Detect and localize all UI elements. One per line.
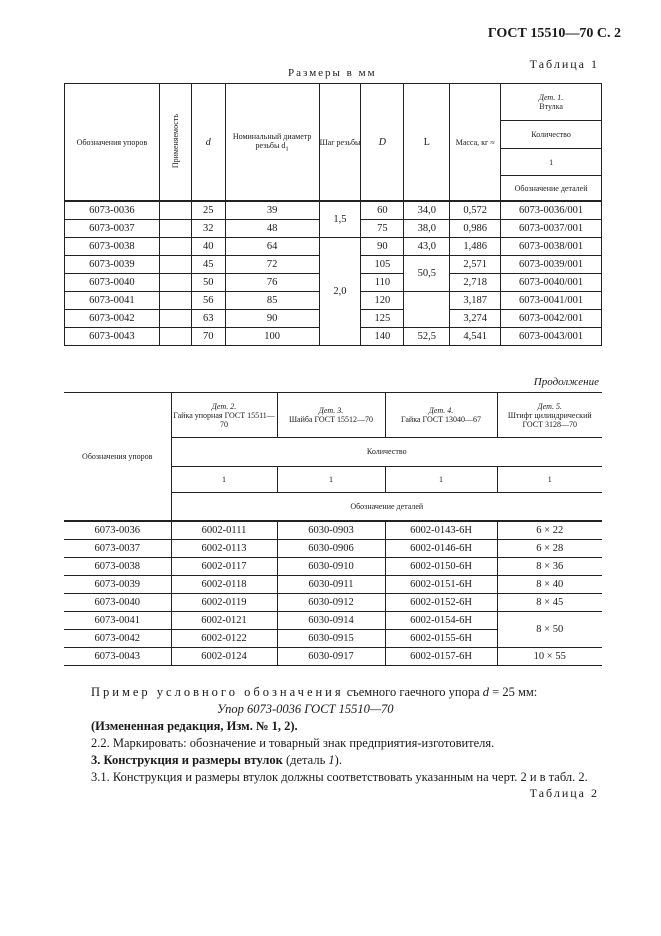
cell-app <box>159 292 191 310</box>
th-parts: Обозначение деталей <box>501 176 602 202</box>
cell-det2: 6002-0121 <box>171 612 277 630</box>
cell-des: 6073-0040 <box>64 594 171 612</box>
th-qty-val: 1 <box>501 149 602 176</box>
changed-note: (Измененная редакция, Изм. № 1, 2). <box>91 719 298 733</box>
cell-det4: 6002-0143-6H <box>385 521 497 540</box>
cell-pitch: 2,0 <box>319 238 361 346</box>
cell-d: 63 <box>191 310 225 328</box>
cell-part: 6073-0040/001 <box>501 274 602 292</box>
cell-D: 90 <box>361 238 404 256</box>
cell-part: 6073-0037/001 <box>501 220 602 238</box>
cell-L: 52,5 <box>404 328 450 346</box>
det1-name: Втулка <box>539 102 563 111</box>
cell-D: 140 <box>361 328 404 346</box>
th-mass: Масса, кг ≈ <box>450 84 501 202</box>
cell-d: 70 <box>191 328 225 346</box>
det2-name: Гайка упорная ГОСТ 15511—70 <box>173 410 275 429</box>
cell-det4: 6002-0154-6H <box>385 612 497 630</box>
cell-des: 6073-0040 <box>65 274 160 292</box>
cell-det3: 6030-0911 <box>277 576 385 594</box>
cell-nd: 76 <box>225 274 319 292</box>
th-D: D <box>361 84 404 202</box>
det4-label: Дет. 4. <box>428 406 454 416</box>
cell-app <box>159 238 191 256</box>
th-qty: Количество <box>171 438 602 466</box>
example-line <box>91 685 537 700</box>
cell-mass: 1,486 <box>450 238 501 256</box>
cell-det2: 6002-0122 <box>171 630 277 648</box>
cell-part: 6073-0042/001 <box>501 310 602 328</box>
cell-d: 50 <box>191 274 225 292</box>
cell-L: 34,0 <box>404 201 450 220</box>
th-designation: Обозначения упоров <box>65 84 160 202</box>
cell-det5: 8 × 36 <box>497 558 602 576</box>
cell-det4: 6002-0151-6H <box>385 576 497 594</box>
cell-des: 6073-0039 <box>65 256 160 274</box>
p3-num: 1 <box>328 753 335 767</box>
table-row <box>64 576 602 594</box>
cell-L: 43,0 <box>404 238 450 256</box>
cell-det3: 6030-0912 <box>277 594 385 612</box>
cell-mass: 3,274 <box>450 310 501 328</box>
th-L: L <box>404 84 450 202</box>
table-row <box>64 558 602 576</box>
cell-part: 6073-0036/001 <box>501 201 602 220</box>
cell-app <box>159 220 191 238</box>
cell-det2: 6002-0119 <box>171 594 277 612</box>
cell-des: 6073-0042 <box>65 310 160 328</box>
table-row <box>64 594 602 612</box>
th-parts: Обозначение деталей <box>171 492 602 521</box>
th-q: 1 <box>171 466 277 492</box>
th-det2 <box>171 393 277 438</box>
th-det4 <box>385 393 497 438</box>
cell-part: 6073-0043/001 <box>501 328 602 346</box>
det5-name: Штифт цилиндрический ГОСТ 3128—70 <box>507 410 592 429</box>
table-row <box>64 612 602 630</box>
example-eq: = 25 мм: <box>492 685 538 699</box>
th-d: d <box>191 84 225 202</box>
cell-des: 6073-0043 <box>64 648 171 666</box>
continuation-label: Продолжение <box>533 376 599 388</box>
cell-mass: 0,986 <box>450 220 501 238</box>
table-row <box>64 521 602 540</box>
cell-det3: 6030-0917 <box>277 648 385 666</box>
table1-units: Размеры в мм <box>288 67 377 79</box>
table-row <box>65 201 602 220</box>
cell-L: 50,5 <box>404 256 450 292</box>
cell-d: 25 <box>191 201 225 220</box>
p3-rest: (деталь <box>285 753 326 767</box>
det4-name: Гайка ГОСТ 13040—67 <box>400 415 482 425</box>
cell-D: 125 <box>361 310 404 328</box>
paragraph-3-1: 3.1. Конструкция и размеры втулок должны соответствовать указанным на черт. 2 и в табл. 2. <box>91 770 588 784</box>
cell-det3: 6030-0903 <box>277 521 385 540</box>
cell-D: 120 <box>361 292 404 310</box>
cell-det4: 6002-0150-6H <box>385 558 497 576</box>
cell-det3: 6030-0906 <box>277 540 385 558</box>
det5-label: Дет. 5. <box>537 401 562 411</box>
cell-det5: 8 × 45 <box>497 594 602 612</box>
applicability-label: Применяемость <box>170 113 180 169</box>
p3-end: ). <box>334 753 342 767</box>
cell-det4: 6002-0152-6H <box>385 594 497 612</box>
th-designation: Обозначения упоров <box>64 393 171 522</box>
cell-app <box>159 274 191 292</box>
cell-des: 6073-0038 <box>64 558 171 576</box>
cell-mass: 2,571 <box>450 256 501 274</box>
example-rest: съемного гаечного упора <box>346 685 480 699</box>
det2-label: Дет. 2. <box>211 401 237 411</box>
cell-D: 110 <box>361 274 404 292</box>
cell-mass: 3,187 <box>450 292 501 310</box>
cell-det5: 8 × 40 <box>497 576 602 594</box>
cell-part: 6073-0039/001 <box>501 256 602 274</box>
paragraph-3 <box>91 753 342 768</box>
cell-det5: 6 × 22 <box>497 521 602 540</box>
cell-des: 6073-0036 <box>65 201 160 220</box>
cell-app <box>159 328 191 346</box>
th-det1 <box>501 84 602 121</box>
th-det5 <box>497 393 602 438</box>
table2-label: Таблица 2 <box>529 786 599 800</box>
cell-det2: 6002-0124 <box>171 648 277 666</box>
cell-det3: 6030-0915 <box>277 630 385 648</box>
cell-app <box>159 310 191 328</box>
cell-des: 6073-0041 <box>65 292 160 310</box>
cell-part: 6073-0041/001 <box>501 292 602 310</box>
cell-nd: 48 <box>225 220 319 238</box>
cell-des: 6073-0042 <box>64 630 171 648</box>
cell-mass: 4,541 <box>450 328 501 346</box>
dimensions-table <box>64 83 602 346</box>
cell-det3: 6030-0910 <box>277 558 385 576</box>
cell-app <box>159 256 191 274</box>
det3-name: Шайба ГОСТ 15512—70 <box>288 415 374 425</box>
cell-des: 6073-0037 <box>65 220 160 238</box>
cell-det2: 6002-0118 <box>171 576 277 594</box>
cell-d: 56 <box>191 292 225 310</box>
table-row <box>65 238 602 256</box>
cell-D: 105 <box>361 256 404 274</box>
cell-det5: 10 × 55 <box>497 648 602 666</box>
cell-d: 40 <box>191 238 225 256</box>
example-var: d <box>482 685 490 699</box>
p3-heading: 3. Конструкция и размеры втулок <box>91 753 283 767</box>
designation-example: Упор 6073-0036 ГОСТ 15510—70 <box>217 702 394 716</box>
cell-det4: 6002-0155-6H <box>385 630 497 648</box>
cell-mass: 2,718 <box>450 274 501 292</box>
cell-nd: 90 <box>225 310 319 328</box>
cell-L: 38,0 <box>404 220 450 238</box>
cell-det5: 6 × 28 <box>497 540 602 558</box>
th-nominal <box>225 84 319 202</box>
cell-nd: 39 <box>225 201 319 220</box>
table-row <box>64 648 602 666</box>
cell-nd: 85 <box>225 292 319 310</box>
cell-mass: 0,572 <box>450 201 501 220</box>
cell-d: 45 <box>191 256 225 274</box>
th-applicability <box>159 84 191 202</box>
th-det3 <box>277 393 385 438</box>
cell-pitch: 1,5 <box>319 201 361 238</box>
cell-des: 6073-0036 <box>64 521 171 540</box>
cell-D: 75 <box>361 220 404 238</box>
cell-L <box>404 292 450 328</box>
cell-des: 6073-0038 <box>65 238 160 256</box>
cell-det3: 6030-0914 <box>277 612 385 630</box>
det1-label: Дет. 1. <box>538 93 564 102</box>
th-pitch: Шаг резьбы <box>319 84 361 202</box>
cell-app <box>159 201 191 220</box>
table1-label: Таблица 1 <box>529 57 599 71</box>
parts-table <box>64 392 602 666</box>
paragraph-2-2: 2.2. Маркировать: обозначение и товарный знак предприятия-изготовителя. <box>91 736 495 750</box>
cell-det4: 6002-0146-6H <box>385 540 497 558</box>
cell-nd: 72 <box>225 256 319 274</box>
cell-des: 6073-0039 <box>64 576 171 594</box>
cell-des: 6073-0041 <box>64 612 171 630</box>
cell-D: 60 <box>361 201 404 220</box>
page-header: ГОСТ 15510—70 С. 2 <box>487 26 621 41</box>
cell-det5: 8 × 50 <box>497 612 602 648</box>
example-spaced: Пример условного обозначения <box>91 685 344 699</box>
cell-nd: 64 <box>225 238 319 256</box>
cell-part: 6073-0038/001 <box>501 238 602 256</box>
nominal-sub: 1 <box>285 145 289 153</box>
table-row <box>64 540 602 558</box>
cell-det2: 6002-0117 <box>171 558 277 576</box>
nominal-label: Номинальный диаметр резьбы d <box>232 131 312 150</box>
cell-det2: 6002-0111 <box>171 521 277 540</box>
th-q: 1 <box>277 466 385 492</box>
th-qty: Количество <box>501 121 602 149</box>
cell-det4: 6002-0157-6H <box>385 648 497 666</box>
cell-det2: 6002-0113 <box>171 540 277 558</box>
th-q: 1 <box>385 466 497 492</box>
cell-des: 6073-0043 <box>65 328 160 346</box>
cell-d: 32 <box>191 220 225 238</box>
th-q: 1 <box>497 466 602 492</box>
cell-nd: 100 <box>225 328 319 346</box>
det3-label: Дет. 3. <box>318 406 344 416</box>
cell-des: 6073-0037 <box>64 540 171 558</box>
